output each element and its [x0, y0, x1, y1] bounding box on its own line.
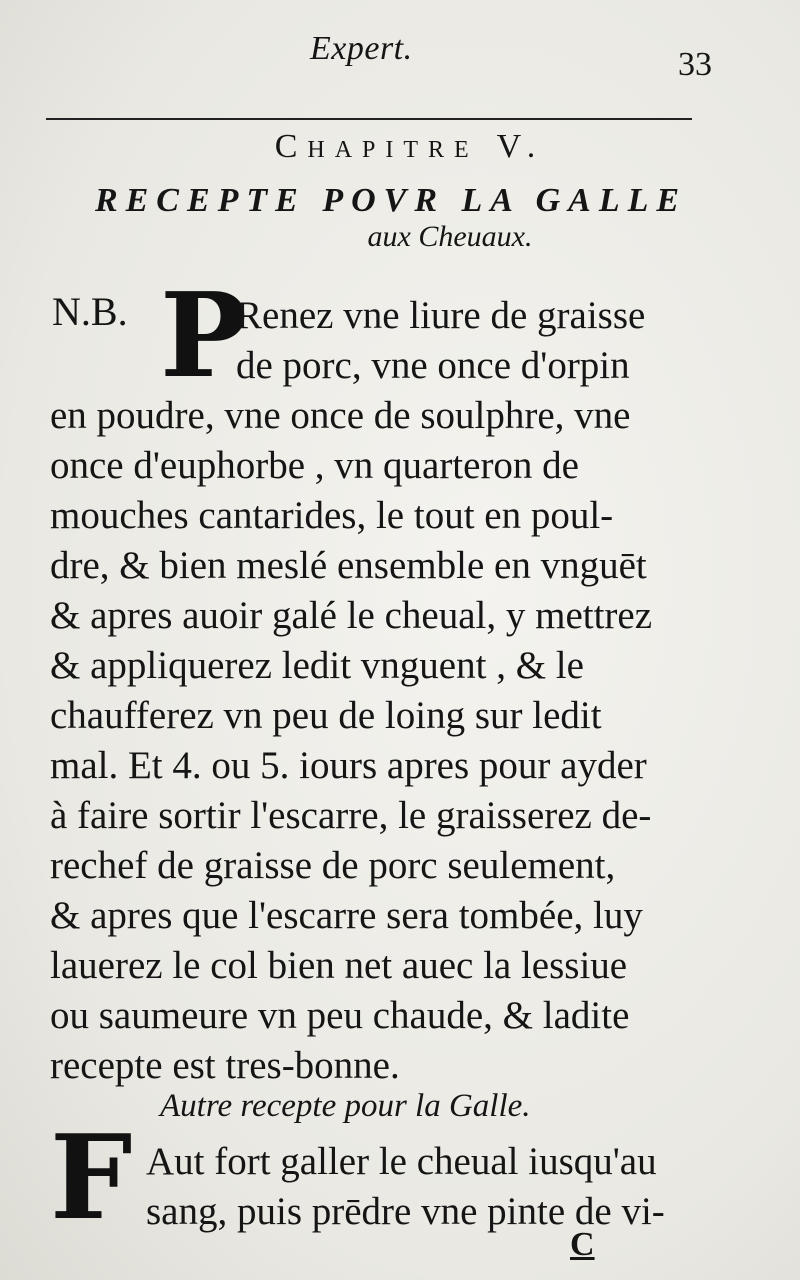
chapter-title: RECEPTE POVR LA GALLE — [94, 182, 688, 219]
text-line: mal. Et 4. ou 5. iours apres pour ayder — [50, 744, 647, 787]
text-line: & appliquerez ledit vnguent , & le — [50, 644, 584, 687]
text-line: mouches cantarides, le tout en poul- — [50, 494, 614, 537]
text-line: Aut fort galler le cheual iusqu'au — [146, 1140, 657, 1183]
chapter-subtitle: aux Cheuaux. — [367, 220, 533, 253]
text-line: à faire sortir l'escarre, le graisserez de- — [50, 794, 652, 837]
text-line: dre, & bien meslé ensemble en vnguēt — [50, 544, 647, 587]
text-line: sang, puis prēdre vne pinte de vi- — [146, 1190, 665, 1233]
text-line: recepte est tres-bonne. — [50, 1044, 400, 1087]
header-rule — [46, 118, 692, 120]
chapter-label: Chapitre V. — [274, 128, 546, 165]
text-line: ou saumeure vn peu chaude, & ladite — [50, 994, 630, 1037]
text-line: once d'euphorbe , vn quarteron de — [50, 444, 579, 487]
text-line: en poudre, vne once de soulphre, vne — [50, 394, 631, 437]
text-line: lauerez le col bien net auec la lessiue — [50, 944, 628, 987]
text-line: rechef de graisse de porc seulement, — [50, 844, 616, 887]
nota-bene-marker: N.B. — [52, 289, 128, 334]
drop-cap-f: F — [50, 1110, 133, 1246]
running-head — [0, 28, 800, 83]
page-number: 33 — [678, 46, 712, 83]
second-recipe-title: Autre recepte pour la Galle. — [160, 1088, 531, 1124]
drop-cap-p: P — [160, 268, 248, 404]
signature-mark: C — [570, 1226, 595, 1263]
text-line: chaufferez vn peu de loing sur ledit — [50, 694, 602, 737]
text-line: & apres que l'escarre sera tombée, luy — [50, 894, 643, 937]
text-line: de porc, vne once d'orpin — [236, 344, 630, 387]
running-title: Expert. — [310, 30, 413, 67]
text-line: Renez vne liure de graisse — [236, 294, 646, 337]
text-line: & apres auoir galé le cheual, y mettrez — [50, 594, 653, 637]
